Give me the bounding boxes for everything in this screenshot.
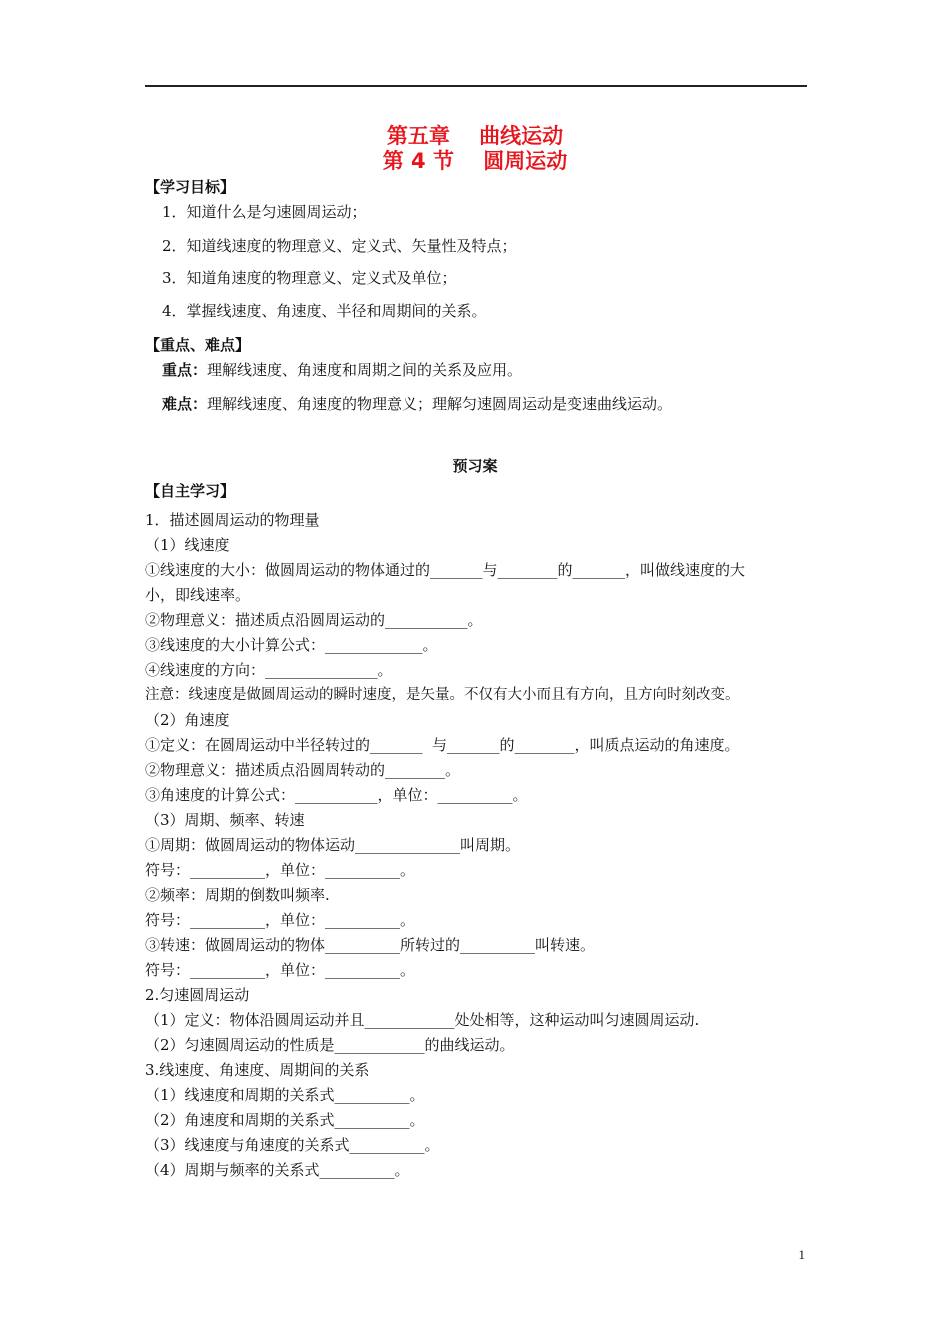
preview-line: （1）定义：物体沿圆周运动并且____________处处相等，这种运动叫匀速圆周运动. — [145, 1011, 700, 1029]
preview-line: （2）角速度 — [145, 711, 230, 729]
self-study-heading: 【自主学习】 — [145, 482, 236, 500]
keypoints-heading: 【重点、难点】 — [145, 336, 251, 354]
preview-line: 符号：__________，单位：__________。 — [145, 961, 416, 979]
page-number: 1 — [798, 1247, 805, 1262]
key-label: 重点： — [162, 361, 208, 379]
difficult-text: 理解线速度、角速度的物理意义；理解匀速圆周运动是变速曲线运动。 — [207, 395, 673, 413]
preview-line: ②频率：周期的倒数叫频率. — [145, 886, 330, 904]
preview-line: ①定义：在圆周运动中半径转过的_______ 与_______的________，叫质点运动的角速度。 — [145, 736, 740, 754]
preview-line: ③转速：做圆周运动的物体__________所转过的__________叫转速。 — [145, 936, 596, 954]
preview-line: ①周期：做圆周运动的物体运动______________叫周期。 — [145, 836, 521, 854]
preview-line: （1）线速度 — [145, 536, 230, 554]
objective-item: 4．掌握线速度、角速度、半径和周期间的关系。 — [162, 302, 487, 320]
preview-line: 注意：线速度是做圆周运动的瞬时速度，是矢量。不仅有大小而且有方向，且方向时刻改变。 — [145, 687, 740, 703]
preview-line: 2.匀速圆周运动 — [145, 986, 250, 1004]
objectives-heading: 【学习目标】 — [145, 178, 236, 196]
objective-item: 1．知道什么是匀速圆周运动； — [162, 203, 367, 221]
preview-line: 符号：__________，单位：__________。 — [145, 911, 416, 929]
difficult-point — [162, 394, 672, 414]
difficult-label: 难点： — [162, 395, 208, 413]
preview-line: ③线速度的大小计算公式：_____________。 — [145, 636, 438, 654]
key-text: 理解线速度、角速度和周期之间的关系及应用。 — [207, 361, 523, 379]
section-title: 第 4 节 圆周运动 — [382, 149, 568, 173]
preview-line: （2）匀速圆周运动的性质是____________的曲线运动。 — [145, 1036, 515, 1054]
key-point — [162, 360, 522, 380]
header-rule — [145, 85, 807, 87]
preview-line: （2）角速度和周期的关系式__________。 — [145, 1111, 425, 1129]
preview-line: （1）线速度和周期的关系式__________。 — [145, 1086, 425, 1104]
preview-line: 符号：__________，单位：__________。 — [145, 861, 416, 879]
preview-line: 3.线速度、角速度、周期间的关系 — [145, 1061, 370, 1079]
preview-line: 小，即线速率。 — [145, 586, 251, 604]
preview-line: ④线速度的方向：_______________。 — [145, 661, 393, 679]
preview-line: 1．描述圆周运动的物理量 — [145, 511, 320, 529]
preview-line: （4）周期与频率的关系式__________。 — [145, 1161, 410, 1179]
preview-line: ②物理意义：描述质点沿圆周转动的________。 — [145, 761, 461, 779]
preview-line: （3）线速度与角速度的关系式__________。 — [145, 1136, 440, 1154]
chapter-title: 第五章 曲线运动 — [386, 124, 564, 148]
objective-item: 3．知道角速度的物理意义、定义式及单位； — [162, 269, 457, 287]
preview-heading: 预习案 — [452, 457, 498, 475]
preview-line: （3）周期、频率、转速 — [145, 811, 305, 829]
objective-item: 2．知道线速度的物理意义、定义式、矢量性及特点； — [162, 237, 517, 255]
preview-line: ①线速度的大小：做圆周运动的物体通过的_______与________的_______，叫做线速度的大 — [145, 561, 746, 579]
preview-line: ②物理意义：描述质点沿圆周运动的___________。 — [145, 611, 483, 629]
preview-line: ③角速度的计算公式：___________，单位：__________。 — [145, 786, 528, 804]
